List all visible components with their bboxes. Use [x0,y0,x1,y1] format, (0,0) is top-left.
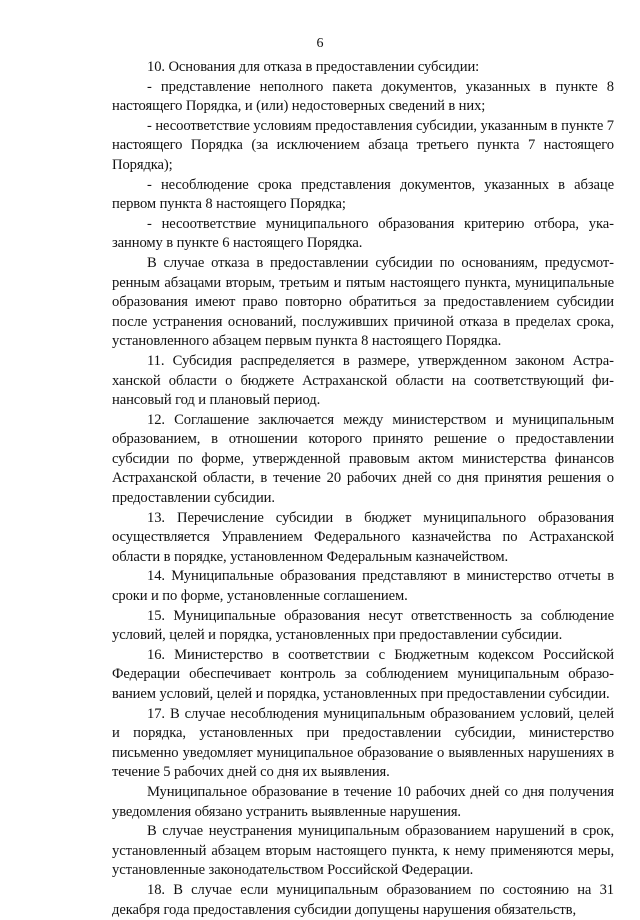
paragraph-11: 11. Субсидия распределяется в размере, утвержденном законом Астраханской области о бюджете Астраханской области на соответствующий финансовый год и плановый период. [112,352,614,409]
paragraph-13: 13. Перечисление субсидии в бюджет муниципального образования осуществляется Управлением Федерального казначейства по Астраханской области в порядке, установленном Федеральным казначейством. [112,509,614,565]
list-item-nonconformity-conditions: - несоответствие условиям предоставления субсидии, указанным в пункте 7 настоящего Порядка (за исключением абзаца третьего пункта 7 настоящего Порядка); [112,117,614,173]
list-item-deadline-violation: - несоблюдение срока представления документов, указанных в абзаце первом пункта 8 настоящего Порядка; [112,176,614,213]
paragraph-18: 18. В случае если муниципальным образованием по состоянию на 31 декабря года предоставления субсидии допущены нарушения обязательств, [112,881,614,918]
paragraph-17: 17. В случае несоблюдения муниципальным образованием условий, целей и порядка, установленных при предоставлении субсидии, министерство письменно уведомляет муниципальное образование о выявленных нарушениях в течение 5 рабочих дней со дня их выявления. [112,705,614,781]
document-body [112,58,614,920]
paragraph-12: 12. Соглашение заключается между министерством и муниципальным образованием, в отношении которого принято решение о предоставлении субсидии по форме, утвержденной правовым актом министерства финансов Астраханской области, в течение 20 рабочих дней со дня принятия решения о предоставлении субсидии. [112,411,614,507]
page-number: 6 [316,36,324,51]
paragraph-10-heading: 10. Основания для отказа в предоставлении субсидии: [147,59,480,75]
paragraph-14: 14. Муниципальные образования представляют в министерство отчеты в сроки и по форме, установленные соглашением. [112,568,614,605]
paragraph-17-measures: В случае неустранения муниципальным образованием нарушений в срок, установленный абзацем вторым настоящего пункта, к нему применяются меры, установленные законодательством Российской Федерации. [112,823,614,879]
paragraph-17-notice-term: Муниципальное образование в течение 10 рабочих дней со дня получения уведомления обязано устранить выявленные нарушения. [112,783,614,820]
paragraph-repeat-application: В случае отказа в предоставлении субсидии по основаниям, предусмотренным абзацами вторым, третьим и пятым настоящего пункта, муниципальные образования имеют право повторно обратиться за предоставлением субсидии после устранения оснований, послуживших причиной отказа в пределах срока, установленного абзацем первым пункта 8 настоящего Порядка. [112,254,614,350]
paragraph-15: 15. Муниципальные образования несут ответственность за соблюдение условий, целей и порядка, установленных при предоставлении субсидии. [112,607,614,644]
paragraph-16: 16. Министерство в соответствии с Бюджетным кодексом Российской Федерации обеспечивает контроль за соблюдением муниципальным образованием условий, целей и порядка, установленных при предоставлении субсидии. [112,646,614,702]
list-item-incomplete-documents: - представление неполного пакета документов, указанных в пункте 8 настоящего Порядка, и (или) недостоверных сведений в них; [112,78,614,115]
list-item-criteria-nonconformity: - несоответствие муниципального образования критерию отбора, указанному в пункте 6 настоящего Порядка. [112,215,614,252]
